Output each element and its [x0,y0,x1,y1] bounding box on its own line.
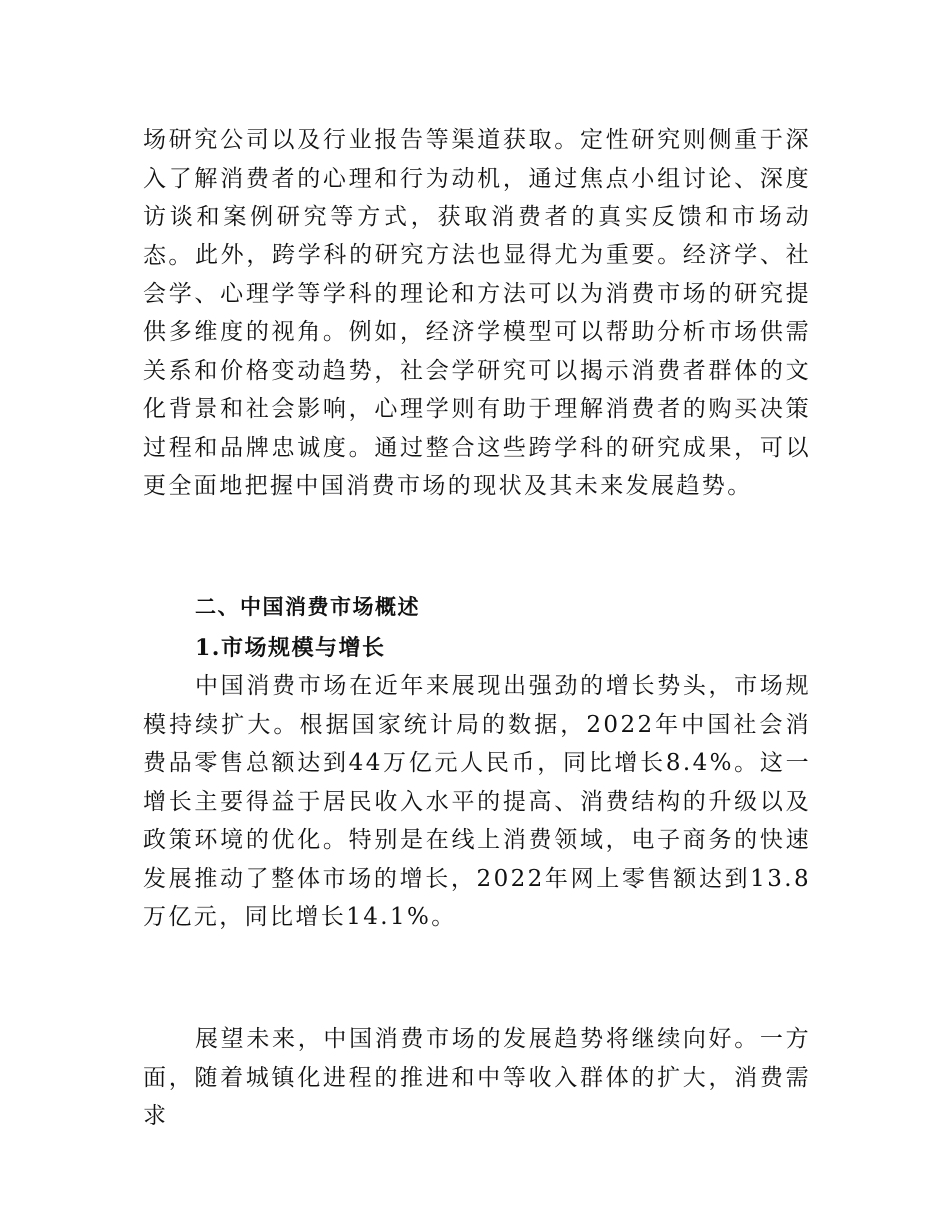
section-heading: 二、中国消费市场概述 [195,595,420,619]
paragraph-continued: 场研究公司以及行业报告等渠道获取。定性研究则侧重于深入了解消费者的心理和行为动机，通过焦点小组讨论、深度访谈和案例研究等方式，获取消费者的真实反馈和市场动态。 [143,127,811,269]
subsection-heading: 1.市场规模与增长 [195,635,386,661]
paragraph-outlook: 展望未来，中国消费市场的发展趋势将继续向好。一方面，随着城镇化进程的推进和中等收入群体的扩大，消费需求 [143,1026,811,1129]
paragraph-interdisciplinary: 此外，跨学科的研究方法也显得尤为重要。经济学、社会学、心理学等学科的理论和方法可以为消费市场的研究提供多维度的视角。例如，经济学模型可以帮助分析市场供需关系和价格变动趋势，社会学研究可以揭示消费者群体的文化背景和社会影响，心理学则有助于理解消费者的购买决策过程和品牌忠诚度。通过整合这些跨学科的研究成果，可以更全面地把握中国消费市场的现状及其未来发展趋势。 [143,242,811,499]
paragraph-market-size: 中国消费市场在近年来展现出强劲的增长势头，市场规模持续扩大。根据国家统计局的数据，2022年中国社会消费品零售总额达到44万亿元人民币，同比增长8.4%。这一增长主要得益于居民收入水平的提高、消费结构的升级以及政策环境的优化。特别是在线上消费领域，电子商务的快速发展推动了整体市场的增长，2022年网上零售额达到13.8万亿元，同比增长14.1%。 [143,673,811,930]
